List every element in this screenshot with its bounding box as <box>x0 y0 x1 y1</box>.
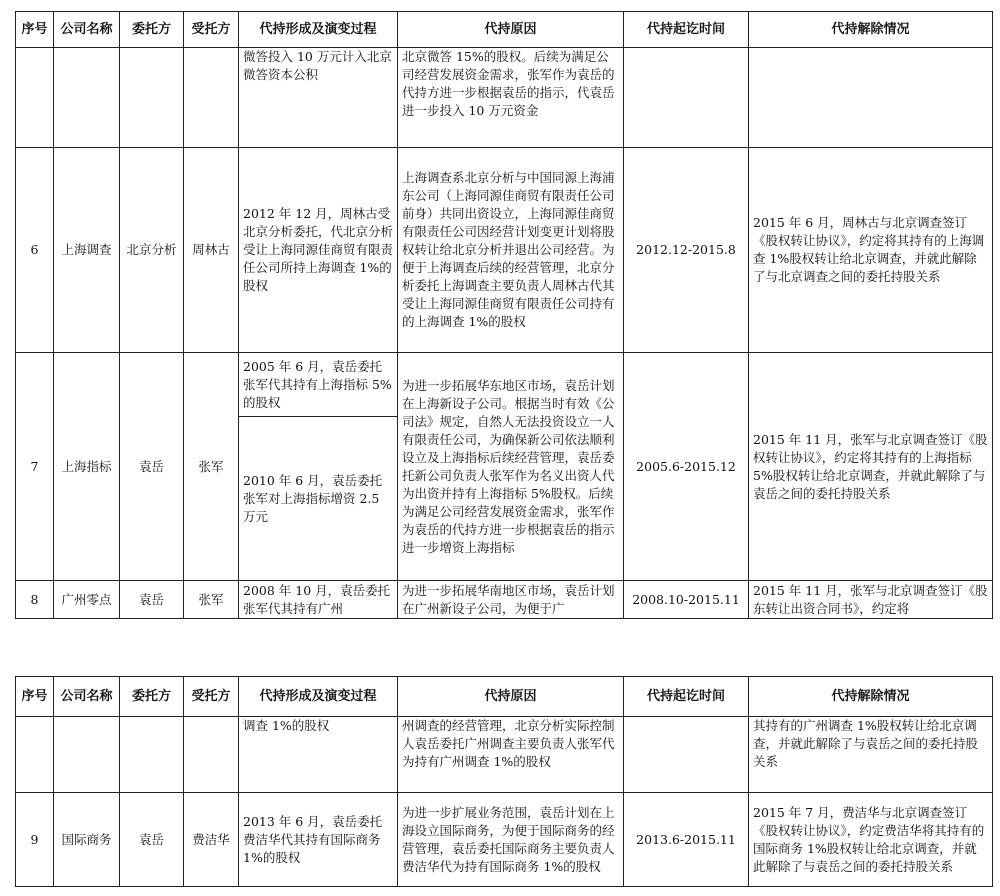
cell-release <box>749 48 993 148</box>
cell-period: 2012.12-2015.8 <box>624 148 749 353</box>
table-row <box>16 48 993 148</box>
cell-agent <box>184 717 239 793</box>
header-no: 序号 <box>16 677 54 717</box>
cell-principal: 袁岳 <box>120 581 184 619</box>
equity-holding-table-part1 <box>15 11 993 619</box>
cell-agent <box>184 48 239 148</box>
cell-principal: 袁岳 <box>120 793 184 887</box>
cell-process: 微答投入 10 万元计入北京微答资本公积 <box>239 48 398 148</box>
cell-company: 国际商务 <box>54 793 120 887</box>
cell-no: 8 <box>16 581 54 619</box>
cell-period: 2005.6-2015.12 <box>624 353 749 581</box>
cell-no <box>16 717 54 793</box>
cell-period <box>624 48 749 148</box>
header-agent: 受托方 <box>184 12 239 48</box>
cell-reason: 为进一步拓展华南地区市场，袁岳计划在广州新设子公司，为便于广 <box>398 581 624 619</box>
table-row <box>16 581 993 619</box>
table-header-row <box>16 12 993 48</box>
cell-no: 6 <box>16 148 54 353</box>
cell-reason: 为进一步扩展业务范围，袁岳计划在上海设立国际商务，为便于国际商务的经营管理，袁岳委托国际商务主要负责人费洁华代为持有国际商务 1%的股权 <box>398 793 624 887</box>
header-agent: 受托方 <box>184 677 239 717</box>
header-release: 代持解除情况 <box>749 12 993 48</box>
table-row <box>16 148 993 353</box>
cell-principal <box>120 717 184 793</box>
table-row <box>16 717 993 793</box>
table-header-row <box>16 677 993 717</box>
cell-principal <box>120 48 184 148</box>
header-company: 公司名称 <box>54 12 120 48</box>
cell-reason: 北京微答 15%的股权。后续为满足公司经营发展资金需求，张军作为袁岳的代持方进一步根据袁岳的指示，代袁岳进一步投入 10 万元资金 <box>398 48 624 148</box>
cell-company: 广州零点 <box>54 581 120 619</box>
cell-period <box>624 717 749 793</box>
header-no: 序号 <box>16 12 54 48</box>
header-company: 公司名称 <box>54 677 120 717</box>
cell-reason: 上海调查系北京分析与中国同源上海浦东公司（上海同源佳商贸有限责任公司前身）共同出资设立，上海同源佳商贸有限责任公司因经营计划变更计划将股权转让给北京分析并退出公司经营。为便于上海调查后续的经营管理，北京分析委托上海调查主要负责人周林古代其受让上海同源佳商贸有限责任公司持有的上海调查 1%的股权 <box>398 148 624 353</box>
cell-no <box>16 48 54 148</box>
cell-process: 2012 年 12 月，周林古受北京分析委托，代北京分析受让上海同源佳商贸有限责任公司所持上海调查 1%的股权 <box>239 148 398 353</box>
cell-company: 上海指标 <box>54 353 120 581</box>
cell-process: 2008 年 10 月，袁岳委托张军代其持有广州 <box>239 581 398 619</box>
cell-period: 2008.10-2015.11 <box>624 581 749 619</box>
cell-release: 2015 年 11 月，张军与北京调查签订《股权转让协议》，约定将其持有的上海指标 5%股权转让给北京调查，并就此解除了与袁岳之间的委托持股关系 <box>749 353 993 581</box>
table-row <box>16 793 993 887</box>
header-reason: 代持原因 <box>398 677 624 717</box>
cell-company <box>54 48 120 148</box>
header-period: 代持起讫时间 <box>624 12 749 48</box>
header-reason: 代持原因 <box>398 12 624 48</box>
cell-principal: 袁岳 <box>120 353 184 581</box>
cell-agent: 张军 <box>184 581 239 619</box>
cell-reason: 为进一步拓展华东地区市场，袁岳计划在上海新设子公司。根据当时有效《公司法》规定，自然人无法投资设立一人有限责任公司，为确保新公司依法顺利设立及上海指标后续经营管理，袁岳委托新公司负责人张军作为名义出资人代为出资并持有上海指标 5%股权。后续为满足公司经营发展资金需求，张军作为袁岳的代持方进一步根据袁岳的指示进一步增资上海指标 <box>398 353 624 581</box>
cell-principal: 北京分析 <box>120 148 184 353</box>
header-period: 代持起讫时间 <box>624 677 749 717</box>
cell-reason: 州调查的经营管理，北京分析实际控制人袁岳委托广州调查主要负责人张军代为持有广州调查 1%的股权 <box>398 717 624 793</box>
cell-release: 2015 年 6 月，周林古与北京调查签订《股权转让协议》，约定将其持有的上海调查 1%股权转让给北京调查，并就此解除了与北京调查之间的委托持股关系 <box>749 148 993 353</box>
cell-release: 2015 年 7 月，费洁华与北京调查签订《股权转让协议》，约定费洁华将其持有的国际商务 1%股权转让给北京调查，并就此解除了与袁岳之间的委托持股关系 <box>749 793 993 887</box>
cell-agent: 周林古 <box>184 148 239 353</box>
cell-agent: 张军 <box>184 353 239 581</box>
header-process: 代持形成及演变过程 <box>239 677 398 717</box>
header-principal: 委托方 <box>120 677 184 717</box>
cell-company: 上海调查 <box>54 148 120 353</box>
table-row <box>16 353 993 417</box>
cell-process: 调查 1%的股权 <box>239 717 398 793</box>
cell-process: 2013 年 6 月，袁岳委托费洁华代其持有国际商务 1%的股权 <box>239 793 398 887</box>
cell-release: 其持有的广州调查 1%股权转让给北京调查，并就此解除了与袁岳之间的委托持股关系 <box>749 717 993 793</box>
header-process: 代持形成及演变过程 <box>239 12 398 48</box>
cell-release: 2015 年 11 月，张军与北京调查签订《股东转让出资合同书》，约定将 <box>749 581 993 619</box>
cell-no: 7 <box>16 353 54 581</box>
cell-company <box>54 717 120 793</box>
header-release: 代持解除情况 <box>749 677 993 717</box>
equity-holding-table-part2 <box>15 676 993 887</box>
cell-no: 9 <box>16 793 54 887</box>
cell-process: 2010 年 6 月，袁岳委托张军对上海指标增资 2.5 万元 <box>239 417 398 581</box>
header-principal: 委托方 <box>120 12 184 48</box>
cell-agent: 费洁华 <box>184 793 239 887</box>
cell-process: 2005 年 6 月，袁岳委托张军代其持有上海指标 5%的股权 <box>239 353 398 417</box>
cell-period: 2013.6-2015.11 <box>624 793 749 887</box>
